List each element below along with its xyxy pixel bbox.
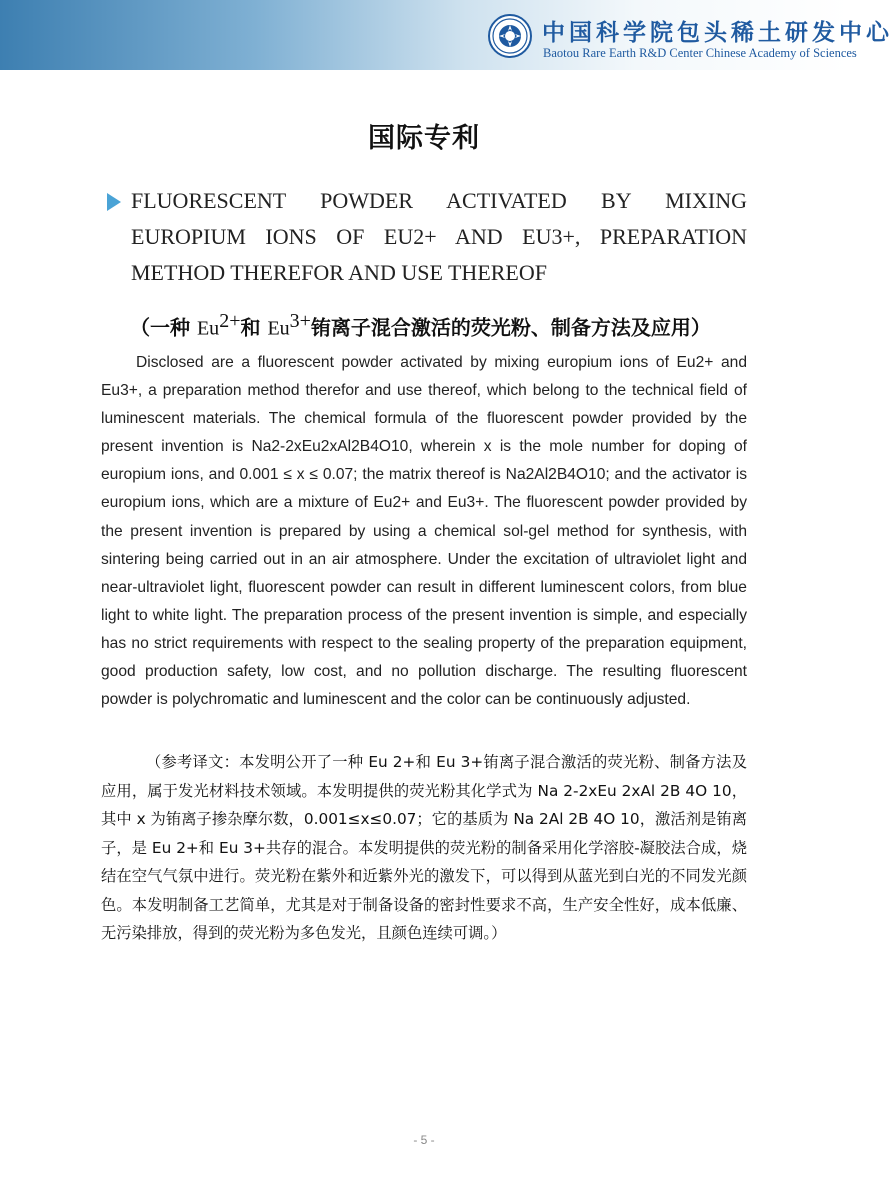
translation-paragraph: （参考译文：本发明公开了一种 Eu 2+和 Eu 3+铕离子混合激活的荧光粉、制备方法及应用，属于发光材料技术领域。本发明提供的荧光粉其化学式为 Na 2-2xEu 2xAl 2B 4O 10，其中 x 为铕离子掺杂摩尔数，0.001≤x≤0.07；它的基质为 Na 2Al 2B 4O 10，激活剂是铕离子，是 Eu 2+和 Eu 3+共存的混合。本发明提供的荧光粉的制备采用化学溶胶-凝胶法合成，烧结在空气气氛中进行。荧光粉在紫外和近紫外光的激发下，可以得到从蓝光到白光的不同发光颜色。本发明制备工艺简单，尤其是对于制备设备的密封性要求不高，生产安全性好，成本低廉、无污染排放，得到的荧光粉为多色发光，且颜色连续可调。） xyxy=(101,753,747,942)
header-org-cn: 中国科学院包头稀土研发中心 xyxy=(542,19,893,46)
patent-title-line-1: FLUORESCENT POWDER ACTIVATED BY MIXING xyxy=(131,188,747,213)
patent-title-cn xyxy=(130,310,711,341)
cn-title-eu-a: Eu xyxy=(196,317,220,340)
cn-title-eu-b: Eu xyxy=(267,317,290,340)
section-title: 国际专利 xyxy=(368,123,480,154)
cas-seal-logo xyxy=(488,14,532,58)
patent-title xyxy=(131,183,747,291)
abstract-paragraph: Disclosed are a fluorescent powder activated by mixing europium ions of Eu2+ and Eu3+, a preparation method therefor and use thereof, which belong to the technical field of luminescent materials. The chemical formula of the fluorescent powder provided by the present invention is Na2-2xEu2xAl2B4O10, wherein x is the mole number for doping of europium ions, and 0.001 ≤ x ≤ 0.07; the matrix thereof is Na2Al2B4O10; and the activator is europium ions, which are a mixture of Eu2+ and Eu3+. The fluorescent powder provided by the present invention is prepared by using a chemical sol-gel method for synthesis, with sintering being carried out in an air atmosphere. Under the excitation of ultraviolet light and near-ultraviolet light, fluorescent powder can result in different luminescent colors, from blue light to white light. The preparation process of the present invention is simple, and especially has no strict requirements with respect to the sealing property of the preparation equipment, good production safety, low cost, and no pollution discharge. The resulting fluorescent powder is polychromatic and luminescent and the color can be continuously adjusted. xyxy=(101,354,747,709)
patent-title-line-2: EUROPIUM IONS OF EU2+ AND EU3+, PREPARATION xyxy=(131,224,747,249)
cn-title-sup-a: 2+ xyxy=(219,310,241,332)
page-number: - 5 - xyxy=(413,1133,435,1147)
triangle-bullet-icon xyxy=(107,193,121,211)
cn-title-and: 和 xyxy=(240,315,268,340)
patent-title-line-3: METHOD THEREFOR AND USE THEREOF xyxy=(131,260,547,285)
header-org-en: Baotou Rare Earth R&D Center Chinese Academy of Sciences xyxy=(543,46,857,60)
cn-title-open: （一种 xyxy=(130,315,197,340)
cas-seal-icon xyxy=(490,16,530,56)
cn-title-sup-b: 3+ xyxy=(289,310,311,332)
cn-title-rest: 铕离子混合激活的荧光粉、制备方法及应用） xyxy=(310,315,711,340)
